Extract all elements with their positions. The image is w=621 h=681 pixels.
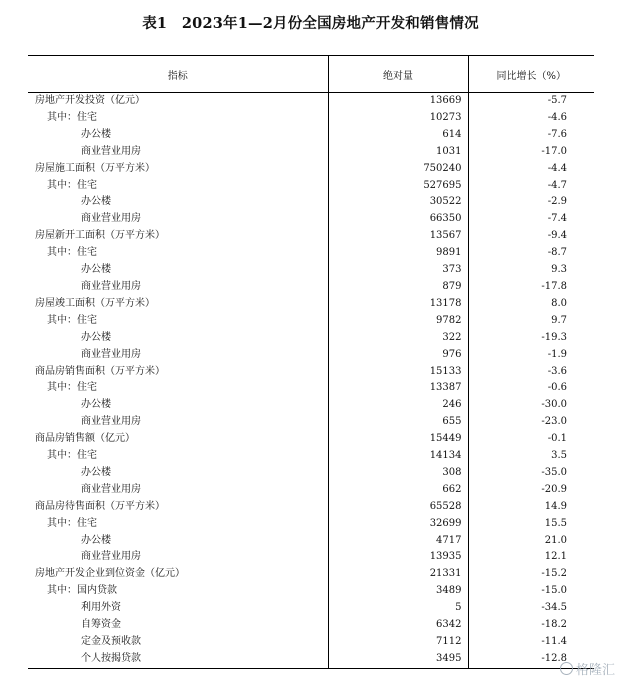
absolute-value-cell: 13567 xyxy=(328,228,468,245)
absolute-value-cell: 32699 xyxy=(328,516,468,533)
table-row xyxy=(28,380,594,397)
watermark xyxy=(560,659,615,678)
yoy-growth-cell: -4.6 xyxy=(547,111,567,123)
indicator-cell: 其中：住宅 xyxy=(28,380,328,397)
absolute-value-cell: 308 xyxy=(328,465,468,482)
table-row xyxy=(28,194,594,211)
absolute-value-cell: 373 xyxy=(328,262,468,279)
indicator-cell: 商品房销售面积（万平方米） xyxy=(28,364,328,381)
indicator-cell: 其中：住宅 xyxy=(28,110,328,127)
table-title: 表1 2023年1—2月份全国房地产开发和销售情况 xyxy=(142,15,479,32)
absolute-value-cell: 246 xyxy=(328,397,468,414)
yoy-growth-cell: -7.4 xyxy=(547,213,567,225)
absolute-value-cell: 1031 xyxy=(328,144,468,161)
indicator-cell: 房地产开发投资（亿元） xyxy=(28,93,328,110)
absolute-value-cell: 13387 xyxy=(328,380,468,397)
header-indicator: 指标 xyxy=(28,56,328,93)
table-row xyxy=(28,600,594,617)
indicator-cell: 商品房待售面积（万平方米） xyxy=(28,499,328,516)
absolute-value-cell: 879 xyxy=(328,279,468,296)
absolute-value-cell: 322 xyxy=(328,330,468,347)
table-row xyxy=(28,465,594,482)
absolute-value-cell: 527695 xyxy=(328,178,468,195)
table-row xyxy=(28,499,594,516)
indicator-cell: 办公楼 xyxy=(28,262,328,279)
table-row xyxy=(28,397,594,414)
absolute-value-cell: 750240 xyxy=(328,161,468,178)
table-row xyxy=(28,330,594,347)
header-absolute-value: 绝对量 xyxy=(328,56,468,93)
table-row xyxy=(28,617,594,634)
absolute-value-cell: 614 xyxy=(328,127,468,144)
indicator-cell: 房屋施工面积（万平方米） xyxy=(28,161,328,178)
table-row xyxy=(28,448,594,465)
yoy-growth-cell: -18.2 xyxy=(541,619,567,631)
table-row xyxy=(28,482,594,499)
table-row xyxy=(28,651,594,668)
table-row xyxy=(28,93,594,110)
table-row xyxy=(28,262,594,279)
watermark-logo-icon xyxy=(560,662,573,675)
absolute-value-cell: 976 xyxy=(328,347,468,364)
table-row xyxy=(28,178,594,195)
yoy-growth-cell: -7.6 xyxy=(547,128,567,140)
yoy-growth-cell: -9.4 xyxy=(547,230,567,242)
indicator-cell: 商业营业用房 xyxy=(28,279,328,296)
table-header-row xyxy=(28,56,594,93)
table-row xyxy=(28,634,594,651)
indicator-cell: 商业营业用房 xyxy=(28,549,328,566)
absolute-value-cell: 3489 xyxy=(328,583,468,600)
table-row xyxy=(28,566,594,583)
indicator-cell: 商业营业用房 xyxy=(28,414,328,431)
table-row xyxy=(28,245,594,262)
yoy-growth-cell: -0.6 xyxy=(547,382,567,394)
indicator-cell: 办公楼 xyxy=(28,397,328,414)
absolute-value-cell: 21331 xyxy=(328,566,468,583)
indicator-cell: 商业营业用房 xyxy=(28,211,328,228)
yoy-growth-cell: -35.0 xyxy=(541,466,567,478)
absolute-value-cell: 15449 xyxy=(328,431,468,448)
indicator-cell: 其中：住宅 xyxy=(28,178,328,195)
yoy-growth-cell: 14.9 xyxy=(544,500,567,512)
absolute-value-cell: 65528 xyxy=(328,499,468,516)
indicator-cell: 商业营业用房 xyxy=(28,144,328,161)
absolute-value-cell: 10273 xyxy=(328,110,468,127)
indicator-cell: 房屋新开工面积（万平方米） xyxy=(28,228,328,245)
absolute-value-cell: 13669 xyxy=(328,93,468,110)
table-row xyxy=(28,533,594,550)
indicator-cell: 办公楼 xyxy=(28,465,328,482)
indicator-cell: 办公楼 xyxy=(28,194,328,211)
yoy-growth-cell: -5.7 xyxy=(547,95,567,106)
table-row xyxy=(28,549,594,566)
indicator-cell: 办公楼 xyxy=(28,330,328,347)
yoy-growth-cell: -0.1 xyxy=(547,433,567,445)
watermark-text: 格隆汇 xyxy=(575,663,615,678)
indicator-cell: 个人按揭贷款 xyxy=(28,651,328,668)
yoy-growth-cell: -20.9 xyxy=(541,483,567,495)
indicator-cell: 定金及预收款 xyxy=(28,634,328,651)
yoy-growth-cell: 21.0 xyxy=(544,534,567,546)
table-row xyxy=(28,364,594,381)
indicator-cell: 办公楼 xyxy=(28,127,328,144)
table-row xyxy=(28,516,594,533)
table-row xyxy=(28,127,594,144)
table-row xyxy=(28,583,594,600)
indicator-cell: 房地产开发企业到位资金（亿元） xyxy=(28,566,328,583)
absolute-value-cell: 15133 xyxy=(328,364,468,381)
absolute-value-cell: 6342 xyxy=(328,617,468,634)
absolute-value-cell: 662 xyxy=(328,482,468,499)
yoy-growth-cell: 3.5 xyxy=(551,450,567,462)
yoy-growth-cell: 15.5 xyxy=(544,517,567,529)
table-row xyxy=(28,161,594,178)
yoy-growth-cell: -17.0 xyxy=(541,145,567,157)
absolute-value-cell: 7112 xyxy=(328,634,468,651)
absolute-value-cell: 3495 xyxy=(328,651,468,668)
yoy-growth-cell: -15.2 xyxy=(541,568,567,580)
yoy-growth-cell: 9.7 xyxy=(551,314,567,326)
absolute-value-cell: 66350 xyxy=(328,211,468,228)
indicator-cell: 其中：住宅 xyxy=(28,313,328,330)
absolute-value-cell: 9782 xyxy=(328,313,468,330)
yoy-growth-cell: -8.7 xyxy=(547,247,567,259)
yoy-growth-cell: -19.3 xyxy=(541,331,567,343)
absolute-value-cell: 655 xyxy=(328,414,468,431)
absolute-value-cell: 30522 xyxy=(328,194,468,211)
yoy-growth-cell: 9.3 xyxy=(551,264,567,276)
indicator-cell: 商业营业用房 xyxy=(28,482,328,499)
yoy-growth-cell: -3.6 xyxy=(547,365,567,377)
indicator-cell: 商品房销售额（亿元） xyxy=(28,431,328,448)
absolute-value-cell: 13935 xyxy=(328,549,468,566)
yoy-growth-cell: -34.5 xyxy=(541,602,567,614)
yoy-growth-cell: -12.8 xyxy=(468,651,594,668)
table-row xyxy=(28,279,594,296)
table-row xyxy=(28,296,594,313)
yoy-growth-cell: 8.0 xyxy=(551,297,567,309)
yoy-growth-cell: -1.9 xyxy=(547,348,567,360)
data-table xyxy=(28,55,594,669)
yoy-growth-cell: -2.9 xyxy=(547,196,567,208)
indicator-cell: 商业营业用房 xyxy=(28,347,328,364)
table-row xyxy=(28,414,594,431)
table-row xyxy=(28,211,594,228)
absolute-value-cell: 14134 xyxy=(328,448,468,465)
table-row xyxy=(28,228,594,245)
yoy-growth-cell: 12.1 xyxy=(544,551,567,563)
yoy-growth-cell: -23.0 xyxy=(541,416,567,428)
yoy-growth-cell: -4.7 xyxy=(547,179,567,191)
table-body xyxy=(28,93,594,669)
table-row xyxy=(28,431,594,448)
table-row xyxy=(28,313,594,330)
indicator-cell: 房屋竣工面积（万平方米） xyxy=(28,296,328,313)
yoy-growth-cell: -11.4 xyxy=(541,636,567,647)
indicator-cell: 自筹资金 xyxy=(28,617,328,634)
table-row xyxy=(28,110,594,127)
indicator-cell: 其中：住宅 xyxy=(28,448,328,465)
indicator-cell: 办公楼 xyxy=(28,533,328,550)
absolute-value-cell: 13178 xyxy=(328,296,468,313)
table-row xyxy=(28,347,594,364)
indicator-cell: 其中：国内贷款 xyxy=(28,583,328,600)
indicator-cell: 其中：住宅 xyxy=(28,245,328,262)
absolute-value-cell: 5 xyxy=(328,600,468,617)
absolute-value-cell: 9891 xyxy=(328,245,468,262)
yoy-growth-cell: -30.0 xyxy=(541,399,567,411)
yoy-growth-cell: -17.8 xyxy=(541,280,567,292)
indicator-cell: 其中：住宅 xyxy=(28,516,328,533)
table-row xyxy=(28,144,594,161)
header-yoy-growth: 同比增长（%） xyxy=(468,56,594,93)
indicator-cell: 利用外资 xyxy=(28,600,328,617)
absolute-value-cell: 4717 xyxy=(328,533,468,550)
yoy-growth-cell: -15.0 xyxy=(541,585,567,597)
yoy-growth-cell: -4.4 xyxy=(547,162,567,174)
